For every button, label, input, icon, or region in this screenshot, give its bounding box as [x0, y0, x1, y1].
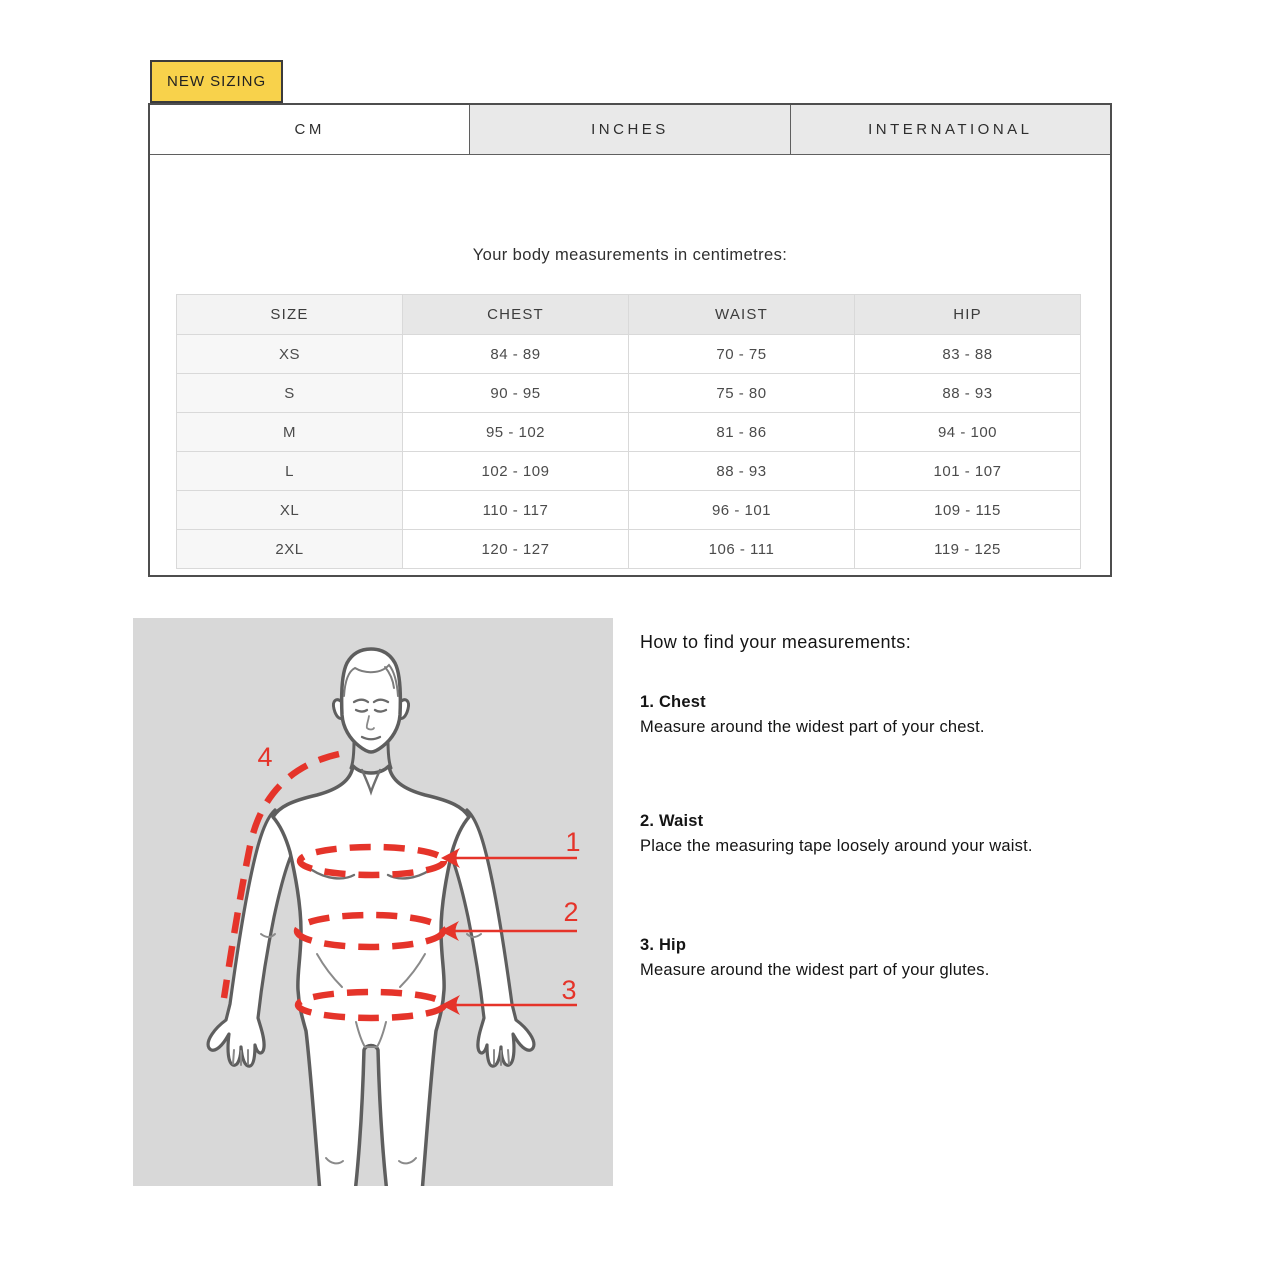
cell-hip: 83 - 88 [855, 335, 1081, 374]
guide-item-description: Place the measuring tape loosely around your waist. [640, 837, 1033, 855]
cell-size: S [177, 374, 403, 413]
guide-item-chest [640, 693, 985, 737]
marker-3-hip: 3 [561, 975, 577, 1005]
body-illustration [133, 618, 613, 1186]
table-header-row [177, 295, 1081, 335]
table-row [177, 335, 1081, 374]
table-row [177, 452, 1081, 491]
guide-item-hip [640, 936, 989, 980]
guide-item-label: 1. Chest [640, 693, 706, 711]
measurement-diagram [133, 618, 613, 1186]
cell-chest: 84 - 89 [403, 335, 629, 374]
cell-chest: 90 - 95 [403, 374, 629, 413]
tab-cm[interactable]: CM [150, 105, 470, 154]
cell-hip: 88 - 93 [855, 374, 1081, 413]
col-header-size: SIZE [177, 295, 403, 335]
col-header-waist: WAIST [629, 295, 855, 335]
head-shape [342, 649, 401, 752]
marker-4-sleeve: 4 [257, 742, 273, 772]
col-header-hip: HIP [855, 295, 1081, 335]
table-row [177, 413, 1081, 452]
unit-tabs [150, 105, 1110, 155]
cell-size: L [177, 452, 403, 491]
marker-1-chest: 1 [565, 827, 581, 857]
cell-waist: 88 - 93 [629, 452, 855, 491]
new-sizing-badge: NEW SIZING [150, 60, 283, 103]
cell-size: 2XL [177, 530, 403, 569]
guide-item-description: Measure around the widest part of your glutes. [640, 961, 990, 979]
guide-item-label: 2. Waist [640, 812, 704, 830]
table-row [177, 491, 1081, 530]
table-row [177, 530, 1081, 569]
cell-waist: 106 - 111 [629, 530, 855, 569]
size-table [176, 294, 1081, 569]
cell-waist: 81 - 86 [629, 413, 855, 452]
cell-size: M [177, 413, 403, 452]
tab-international[interactable]: INTERNATIONAL [791, 105, 1110, 154]
marker-2-waist: 2 [563, 897, 579, 927]
guide-heading: How to find your measurements: [640, 632, 912, 652]
cell-size: XS [177, 335, 403, 374]
col-header-chest: CHEST [403, 295, 629, 335]
cell-chest: 120 - 127 [403, 530, 629, 569]
table-row [177, 374, 1081, 413]
guide-item-label: 3. Hip [640, 936, 687, 954]
cell-chest: 95 - 102 [403, 413, 629, 452]
tab-inches[interactable]: INCHES [470, 105, 790, 154]
right-arm-shape [449, 810, 534, 1066]
cell-waist: 96 - 101 [629, 491, 855, 530]
cell-chest: 102 - 109 [403, 452, 629, 491]
cell-hip: 119 - 125 [855, 530, 1081, 569]
cell-hip: 101 - 107 [855, 452, 1081, 491]
torso-legs-shape [273, 766, 469, 1186]
table-title: Your body measurements in centimetres: [472, 246, 788, 264]
cell-hip: 94 - 100 [855, 413, 1081, 452]
cell-chest: 110 - 117 [403, 491, 629, 530]
cell-waist: 70 - 75 [629, 335, 855, 374]
cell-size: XL [177, 491, 403, 530]
guide-item-waist [640, 812, 1033, 856]
cell-waist: 75 - 80 [629, 374, 855, 413]
cell-hip: 109 - 115 [855, 491, 1081, 530]
size-chart-panel [148, 103, 1112, 577]
guide-item-description: Measure around the widest part of your chest. [640, 718, 985, 736]
